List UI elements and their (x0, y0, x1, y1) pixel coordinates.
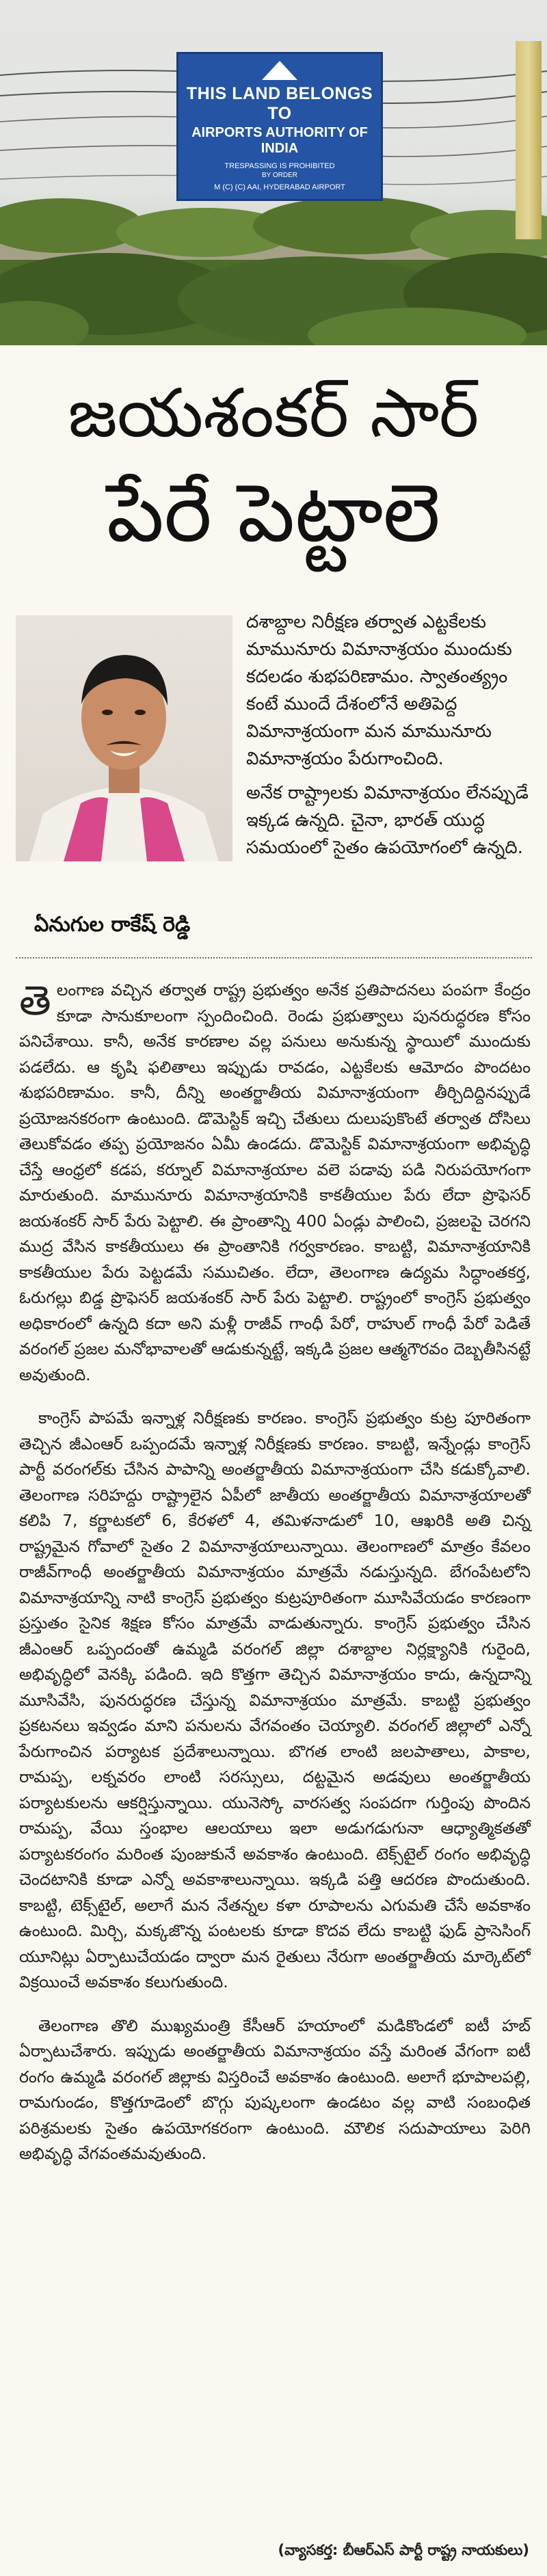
headline-line-2: పేరే పెట్టాలె (107, 466, 440, 560)
lead-paragraph-1: దశాబ్దాల నిరీక్షణ తర్వాత ఎట్టకేలకు మామునూరు విమానాశ్రయం ముందుకు కదలడం శుభపరిణామం. స్వాతంత్య్రం కంటే ముందే దేశంలోనే అతిపెద్ద విమానాశ్రయంగా మన మామునూరు విమానాశ్రయం పేరుగాంచింది. (246, 612, 512, 769)
sign-line-3: TRESPASSING IS PROHIBITED (224, 162, 335, 170)
sign-line-5: M (C) (C) AAI, HYDERABAD AIRPORT (214, 183, 345, 191)
section-divider (16, 957, 532, 958)
article-body (19, 978, 531, 2185)
airport-authority-signboard (176, 52, 383, 201)
author-portrait (16, 615, 232, 861)
author-photo (16, 615, 232, 861)
body-paragraph-1 (19, 978, 531, 1388)
sign-line-2: AIRPORTS AUTHORITY OF INDIA (191, 125, 368, 156)
sign-line-1: THIS LAND BELONGS TO (186, 84, 373, 123)
aai-logo-icon (262, 61, 297, 80)
headline-line-1: జయశంకర్ సార్ (68, 375, 479, 453)
author-note: (వ్యాసకర్త: బీఆర్ఎస్ పార్టీ రాష్ట్ర నాయకులు) (278, 2542, 529, 2558)
lead-box (246, 608, 537, 868)
sign-line-4: BY ORDER (261, 172, 298, 179)
body-paragraph-2: కాంగ్రెస్ పాపమే ఇన్నాళ్ల నిరీక్షణకు కారణం. కాంగ్రెస్ ప్రభుత్వం కుట్ర పూరితంగా తెచ్చిన జీఎంఆర్ ఒప్పందమే ఇన్నాళ్ల నిరీక్షణకు కారణం. కాబట్టి, ఇన్నేండ్లు కాంగ్రెస్ పార్టీ వరంగల్‌కు చేసిన పాపాన్ని అంతర్జాతీయ విమానాశ్రయంగా చేసి కడుక్కోవాలి. తెలంగాణ సరిహద్దు రాష్ట్రాలైన ఏపీలో జాతీయ అంతర్జాతీయ విమానాశ్రయాలతో కలిపి 7, కర్ణాటకలో 6, కేరళలో 4, తమిళనాడులో 10, ఆఖరికి అతి చిన్న రాష్ట్రమైన గోవాలో సైతం 2 విమానాశ్రయాలున్నాయి. తెలంగాణలో మాత్రం కేవలం రాజీవ్‌గాంధీ అంతర్జాతీయ విమానాశ్రయం మాత్రమే నడుస్తున్నది. బేగంపేటలోని విమానాశ్రయాన్ని నాటి కాంగ్రెస్ ప్రభుత్వం కుట్రపూరితంగా మూసివేయడం కారణంగా ప్రస్తుతం సైనిక శిక్షణ కోసం మాత్రమే వాడుతున్నారు. కాంగ్రెస్ ప్రభుత్వం చేసిన జీఎంఆర్ ఒప్పందంతో ఉమ్మడి వరంగల్ జిల్లా దశాబ్దాల నిర్లక్ష్యానికి గురైంది, అభివృద్ధిలో వెనక్కి పడింది. ఇది కొత్తగా తెచ్చిన విమానాశ్రయం కాదు, ఉన్నదాన్ని మూసివేసి, పునరుద్ధరణ చేస్తున్న విమానాశ్రయం మాత్రమే. కాబట్టి ప్రభుత్వం ప్రకటనలు ఇవ్వడం మాని పనులను వేగవంతం చెయ్యాలి. వరంగల్ జిల్లాలో ఎన్నో పేరుగాంచిన పర్యాటక ప్రదేశాలున్నాయి. బొగత లాంటి జలపాతాలు, పాకాల, రామప్ప, లక్నవరం లాంటి సరస్సులు, దట్టమైన అడవులు అంతర్జాతీయ పర్యాటకులను ఆకర్షిస్తున్నాయి. యునెస్కో వారసత్వ సంపదగా గుర్తింపు పొందిన రామప్ప, వేయి స్తంభాల ఆలయాలు ఇలా అడుగడుగునా ఆధ్యాత్మికతతో పర్యాటకరంగం మరింత పుంజుకునే అవకాశం ఉంటుంది. టెక్స్‌టైల్ రంగం అభివృద్ధి చెందటానికి కూడా ఎన్నో అవకాశాలున్నాయి. ఇక్కడి పత్తి ఆదరణ పొందుతుంది. కాబట్టి, టెక్స్‌టైల్, అలాగే మన నేతన్నల కళా రూపాలను ఎగుమతి చేసే అవకాశం ఉంటుంది. మిర్చి, మక్కజొన్న పంటలకు కూడా కొదవ లేదు కాబట్టి ఫుడ్ ప్రాసెసింగ్ యూనిట్లు ఏర్పాటుచేయడం ద్వారా మన రైతులు నేరుగా అంతర్జాతీయ మార్కెట్‌లో విక్రయించే అవకాశం కలుగుతుంది. (19, 1408, 531, 1991)
hero-photo (0, 0, 547, 345)
drop-cap: తె (19, 977, 51, 1025)
lead-paragraph-2: అనేక రాష్ట్రాలకు విమానాశ్రయం లేనప్పుడే ఇక్కడ ఉన్నది. చైనా, భారత్ యుద్ధ సమయంలో సైతం ఉపయోగంలో ఉన్నది. (246, 783, 529, 858)
author-byline: ఏనుగుల రాకేష్ రెడ్డి (34, 913, 191, 937)
body-paragraph-3: తెలంగాణ తొలి ముఖ్యమంత్రి కేసీఆర్ హయాంలో మడికొండలో ఐటీ హబ్ ఏర్పాటుచేశారు. ఇప్పుడు అంతర్జాతీయ విమానాశ్రయం వస్తే మరింత వేగంగా ఐటీ రంగం ఉమ్మడి వరంగల్ జిల్లాకు విస్తరించే అవకాశం ఉంటుంది. అలాగే భూపాలపల్లి, రామగుండం, కొత్తగూడెంలో బొగ్గు పుష్కలంగా ఉండటం వల్ల వాటి సంబంధిత పరిశ్రమలకు సైతం ఉపయోగకరంగా ఉంటుంది. మౌలిక సదుపాయాలు పెరిగి అభివృద్ధి వేగవంతమవుతుంది. (19, 2015, 531, 2163)
body-paragraph-1-text: లంగాణ వచ్చిన తర్వాత రాష్ట్ర ప్రభుత్వం అనేక ప్రతిపాదనలు పంపగా కేంద్రం కూడా సానుకూలంగా స్పందించింది. రెండు ప్రభుత్వాలు పునరుద్ధరణ కోసం పనిచేశాయి. కానీ, అనేక కారణాల వల్ల పనులు అనుకున్న స్థాయిలో ముందుకు పడలేదు. ఆ కృషి ఫలితాలు ఇప్పుడు రావడం, ఎట్టకేలకు ఆమోదం పొందటం శుభపరిణామం. కానీ, దీన్ని అంతర్జాతీయ విమానాశ్రయంగా తీర్చిదిద్దినప్పుడే ప్రయోజనకరంగా ఉంటుంది. డొమెస్టిక్ ఇచ్చి చేతులు దులుపుకొంటే తర్వాత దోసిలు తెలుకోవడం తప్ప ప్రయోజనం ఏమీ ఉండదు. డొమెస్టిక్ విమానాశ్రయంగా అభివృద్ధి చేస్తే ఆంధ్రలో కడప, కర్నూల్ విమానాశ్రయాల వలె పడావు పడి నిరుపయోగంగా మారుతుంది. మామునూరు విమానాశ్రయానికి కాకతీయుల పేరు లేదా ప్రొఫెసర్ జయశంకర్ సార్ పేరు పెట్టాలి. ఈ ప్రాంతాన్ని 400 ఏండ్లు పాలించి, ప్రజలపై చెరగని ముద్ర వేసిన కాకతీయులు ఈ ప్రాంతానికి గర్వకారణం. కాబట్టి, విమానాశ్రయానికి కాకతీయుల పేరు పెట్టడమే సముచితం. లేదా, తెలంగాణ ఉద్యమ సిద్ధాంతకర్త, ఓరుగల్లు బిడ్డ ప్రొఫెసర్ జయశంకర్ సార్ పేరు పెట్టాలి. రాష్ట్రంలో కాంగ్రెస్ ప్రభుత్వం అధికారంలో ఉన్నది కదా అని మళ్లీ రాజీవ్ గాంధీ పేరో, రాహుల్ గాంధీ పేరో పెడితే వరంగల్ ప్రజల మనోభావాలతో ఆడుకున్నట్టే, ఇక్కడి ప్రజల ఆత్మగౌరవం దెబ్బతీసినట్టే అవుతుంది. (19, 980, 531, 1384)
article-headline (0, 345, 547, 581)
fence-post (516, 41, 542, 239)
